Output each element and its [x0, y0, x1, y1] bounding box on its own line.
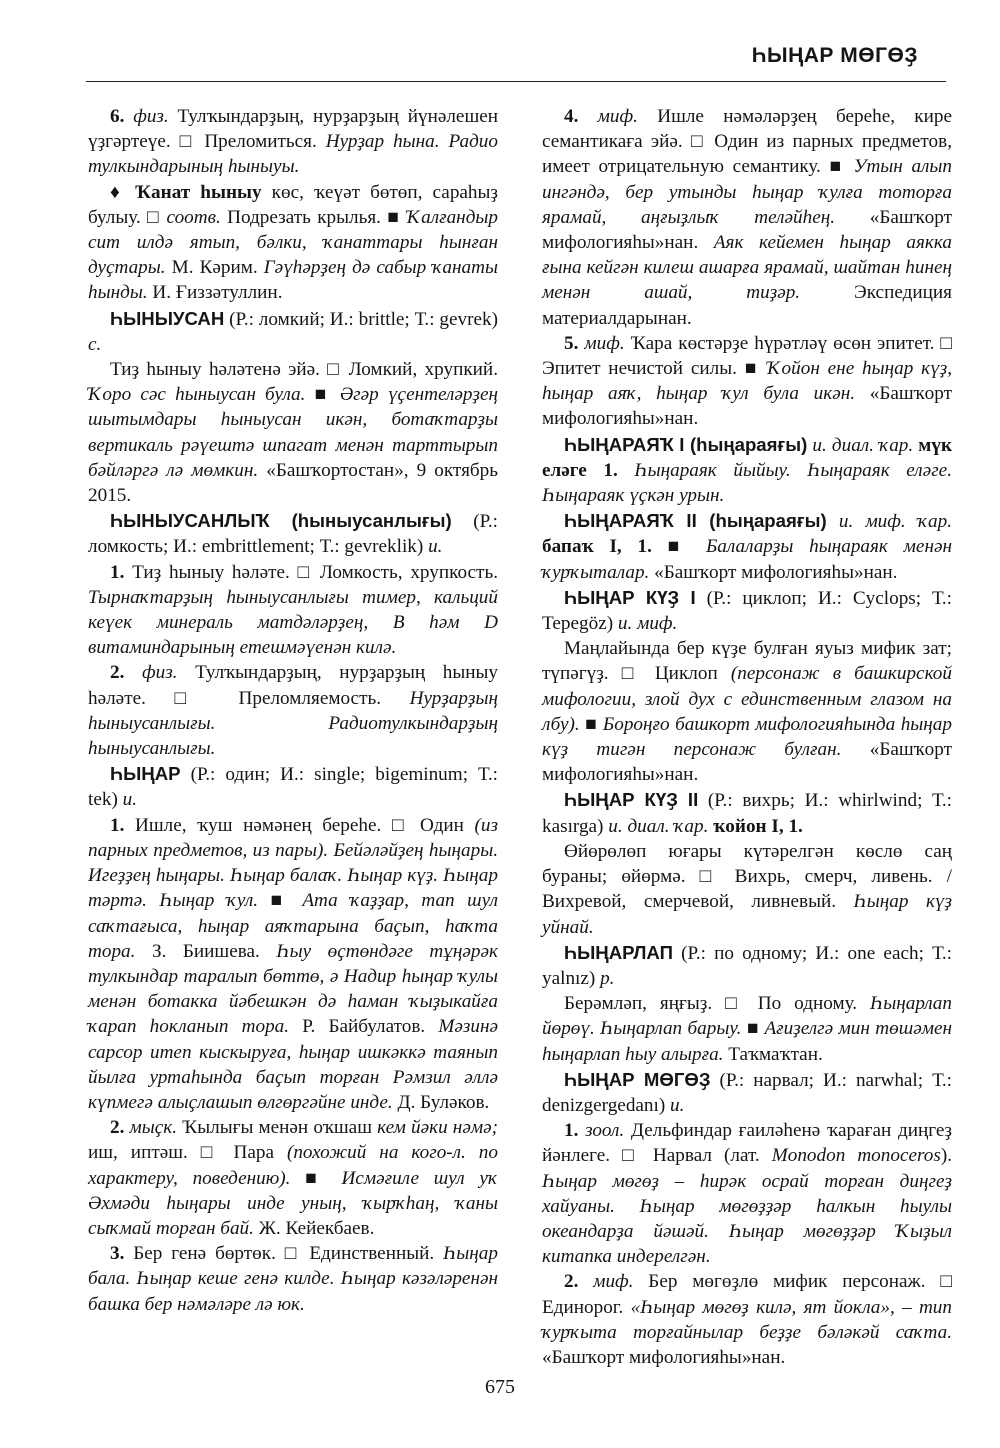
entry-text: и. диал. ҡар. [608, 815, 709, 837]
entry-headword: ҺЫНЫУСАН [110, 307, 225, 329]
entry-text: Ҡылығы менән оҡшаш [177, 1117, 378, 1139]
entry-text: соотв. [166, 206, 221, 228]
entry-text: Әгәр үҫентеләрҙең шытымдары һыныусан икән, ботаҡтарҙы вертикаль рәүештә шпагат менән тарттырып бәйләргә лә мөмкин. [88, 384, 499, 481]
entry-headword: ҺЫҢАРАЯҠ I (һыңараяғы) [564, 433, 808, 455]
entry-headword: ҺЫҢАР [110, 763, 181, 785]
entry-text: кем йәки нәмә; [377, 1117, 498, 1139]
running-head: ҺЫҢАР МӨГӨҘ [751, 44, 918, 67]
entry-text: и. диал. ҡар. [812, 434, 914, 456]
entry-headword: ҺЫҢАРЛАП [564, 941, 673, 963]
entry-paragraph [88, 761, 498, 812]
entry-text: 6. [110, 106, 134, 127]
entry-text: физ. [133, 106, 169, 127]
entry-text: (Р.: нарвал; И.: narwhal; Т.: denizgergedanı) [542, 1069, 952, 1116]
entry-text: Ишле нәмәләрҙең береһе, кире семантикаға эйә. □ Один из парных предметов, имеет отрицательную семантику. ■ [542, 106, 952, 178]
entry-text: 3. [110, 1243, 125, 1265]
entry-paragraph [88, 306, 498, 357]
entry-text: мыҫк. [129, 1117, 178, 1139]
entry-text: Утын алып ингәндә, бер утынды һыңар ҡулға тоторға ярамай, аңғыҙлыҡ теләйһең. [542, 156, 952, 228]
entry-text: Подрезать крылья. ■ [220, 206, 407, 228]
entry-headword: ҺЫҢАР МӨГӨҘ [564, 1068, 711, 1090]
entry-text: М. Кәрим. [165, 257, 264, 279]
entry-paragraph [88, 560, 498, 661]
entry-text: Тиҙ һыныу һәләтенә эйә. □ Ломкий, хрупкий. [110, 359, 498, 381]
entry-text [124, 662, 142, 683]
entry-text: Бороңғо башкорт мифологияһында һыңар күҙ тигән персонаж булған. [542, 713, 952, 761]
entry-text: Ҡалғандыр сит илдә ятып, бәлки, ҡанаттары һынған дуҫтары. [88, 206, 498, 279]
entry-text: р. [600, 967, 615, 989]
entry-headword: ҺЫҢАР КҮҘ II [564, 789, 699, 811]
entry-paragraph [542, 508, 952, 585]
entry-text: Экспедиция материалдарынан. [542, 282, 952, 329]
entry-text: Нурҙарҙың һыныусанлығы. Радиотулкындарҙың һыныусанлығы. [88, 687, 498, 760]
entry-text [578, 1271, 593, 1292]
entry-text: «Башҡорт мифологияһы»нан. [649, 561, 898, 583]
entry-paragraph [88, 104, 498, 180]
entry-text: (Р.: циклоп; И.: Cyclops; Т.: Tepegöz) [542, 587, 952, 635]
entry-text: 2. [564, 1271, 579, 1293]
entry-text: ■ [305, 384, 340, 406]
entry-text: Р. Байбулатов. [289, 1016, 439, 1038]
entry-text: З. Биишева. [135, 940, 277, 962]
entry-text: и. [428, 536, 443, 558]
entry-text: Тырнаҡтарҙың һыныусанлығы тимер, кальций кеүек минераль матдәләрҙең, B һәм D витаминдарының етешмәүенән килә. [88, 586, 498, 659]
entry-text: Һыңараяк йыйыу. Һыңараяк еләге. Һыңараяк үҫкән урын. [542, 459, 952, 507]
entry-text: «Башҡорт мифологияһы»нан. [542, 383, 952, 430]
entry-paragraph [542, 1067, 952, 1118]
entry-text [578, 106, 597, 127]
entry-text: ■ [290, 1167, 342, 1189]
entry-text: зоол. [585, 1120, 625, 1142]
entry-paragraph [88, 660, 498, 761]
entry-text: иш, иптәш. □ Пара [88, 1142, 287, 1164]
entry-paragraph [88, 180, 498, 306]
entry-text: миф. [584, 332, 625, 354]
entry-text: 2. [110, 662, 125, 684]
entry-text: Берәмләп, яңғыҙ. □ По одному. [564, 993, 871, 1015]
left-column [88, 104, 498, 1317]
entry-text: Маңлайында бер күҙе булған яуыз мифик зат; түпәгүҙ. □ Циклоп [542, 638, 952, 685]
entry-text: (Р.: ломкость; И.: embrittlement; Т.: gevreklik) [88, 511, 498, 558]
entry-text: «Башҡорт мифологияһы»нан. [542, 206, 952, 254]
entry-paragraph [542, 991, 952, 1067]
entry-text: (персонаж в башкирской мифологии, злой дух с единственным глазом на лбу). [542, 663, 952, 735]
entry-text: миф. [597, 106, 638, 127]
entry-text: «Башҡорт мифологияһы»нан. [542, 1346, 786, 1368]
entry-text: ■ [741, 1018, 765, 1040]
entry-text: ♦ Ҡанат һыныу [110, 181, 262, 203]
entry-text: Ҡоро сәс һыныусан була. [88, 384, 306, 406]
entry-text: Тулҡындарҙың, нурҙарҙың һыныу һәләте. □ Преломляемость. [88, 662, 499, 709]
entry-text: Бер генә бөртөк. □ Единственный. [124, 1243, 444, 1265]
entry-text: ҡойон I, 1. [713, 815, 803, 837]
entry-text: 1. [110, 814, 125, 836]
entry-text: 2. [110, 1117, 125, 1139]
entry-paragraph [542, 331, 952, 432]
entry-paragraph [88, 813, 498, 1115]
entry-paragraph [88, 1115, 498, 1241]
entry-headword: ҺЫҢАРАЯҠ II (һыңараяғы) [564, 510, 827, 532]
entry-text: Һыңарлап йөрөү. Һыңарлап барыу. [542, 993, 952, 1040]
entry-text: (из парных предметов, из пары). Бейәләйҙең һыңары. Игеҙҙең һыңары. Һыңар балаҡ. Һыңар күҙ. Һыңар тәртә. Һыңар ҡул. [88, 814, 498, 912]
entry-text: «Һыңар мөгөҙ килә, ят йокла», – тип ҡурҡыта торғайнылар беҙҙе бәләкәй саҡта. [542, 1296, 952, 1343]
entry-text [827, 511, 839, 532]
entry-text: (похожий на кого-л. по характеру, поведению). [88, 1142, 498, 1189]
entry-text: мүк еләге 1. [542, 434, 953, 481]
entry-paragraph [542, 1118, 952, 1269]
entry-text: физ. [141, 662, 178, 684]
entry-text: и. [670, 1094, 685, 1116]
entry-text: Тиҙ һыныу һәләте. □ Ломкость, хрупкость. [124, 561, 498, 583]
header-rule [86, 81, 946, 82]
entry-paragraph [542, 839, 952, 940]
entry-paragraph [542, 432, 952, 509]
entry-text: с. [88, 333, 102, 355]
entry-text: Һыңар күҙ уйнай. [542, 891, 952, 938]
entry-paragraph [542, 585, 952, 636]
entry-text: 1. [110, 561, 125, 583]
entry-text: Мәзинә сарсор итеп кыскыруға, һыңар ишкәккә таянып йылға уртаһында баҫып торған Рәмзил әллә күпмегә алыҫлашып өлгөргәйне инде. [88, 1016, 498, 1113]
entry-paragraph [542, 636, 952, 787]
entry-text: 4. [564, 106, 579, 127]
entry-text: Ишле, ҡуш нәмәнең береһе. □ Один [124, 814, 475, 836]
entry-text: Monodon monoceros [771, 1145, 941, 1167]
entry-text: миф. [593, 1271, 634, 1293]
entry-text: ■ [579, 713, 603, 735]
entry-paragraph [542, 104, 952, 331]
entry-text: Һыу өҫтөндәге тұңәрәк тулкындар таралып бөттө, ә Надир һыңар ҡулы менән ботакка йәбешкән дә һаман ҡыҙыкайға ҡарап һокланып тора. [88, 940, 498, 1038]
entry-text: и. миф. ҡар. [838, 511, 952, 533]
entry-text: и. [122, 789, 138, 811]
entry-text: 5. [564, 332, 579, 354]
entry-text: бапаҡ I, 1. [542, 536, 652, 558]
entry-text: «Башҡорт мифологияһы»нан. [542, 739, 952, 786]
page-number: 675 [485, 1376, 515, 1398]
entry-text: И. Ғиззәтуллин. [147, 282, 283, 304]
entry-text: Бер мөгөҙлө мифик персонаж. □ Единорог. [542, 1271, 952, 1318]
entry-paragraph [542, 1269, 952, 1370]
entry-text: Дельфиндар ғаиләһенә ҡараған диңгеҙ йәнлеге. □ Нарвал (лат. [542, 1120, 952, 1167]
entry-text: и. миф. [617, 613, 678, 635]
entry-text: Аяк кейемен һыңар аякка ғына кейгән килеш ашарға ярамай, шайтан һинең менән ашай, тиҙәр. [542, 232, 952, 304]
entry-text: (Р.: по одному; И.: one each; Т.: yalnız) [542, 942, 952, 989]
entry-text: Исмәғиле шул уҡ Әхмәди һыңары инде уның, ҡырҡһаң, ҡаны сыҡмай торған бай. [88, 1167, 498, 1239]
entry-text: ). [940, 1145, 952, 1167]
right-column [542, 104, 952, 1370]
entry-text: (Р.: вихрь; И.: whirlwind; Т.: kasırga) [542, 790, 952, 837]
entry-headword: ҺЫНЫУСАНЛЫҠ (һыныусанлығы) [110, 510, 452, 532]
entry-paragraph [88, 357, 498, 508]
entry-text: Ҡара көстәрҙе һүрәтләү өсөн эпитет. □ Эпитет нечистой силы. ■ [542, 332, 952, 380]
entry-paragraph [88, 1241, 498, 1317]
entry-text: Таҡмаҡтан. [723, 1043, 823, 1065]
entry-text: Һыңар бала. Һыңар кеше генә килде. Һыңар кәзәләренән башка бер нәмәләре лә юк. [88, 1243, 498, 1315]
entry-text: Ағиҙелгә мин төшәмен һыңарлап һыу алырға. [542, 1018, 952, 1065]
entry-text: Д. Буләков. [392, 1091, 490, 1113]
entry-text: Ж. Кейекбаев. [253, 1217, 375, 1239]
entry-paragraph [542, 940, 952, 991]
entry-headword: ҺЫҢАР КҮҘ I [564, 586, 696, 608]
entry-text: (Р.: ломкий; И.: brittle; Т.: gevrek) [224, 308, 498, 330]
entry-text: көс, ҡеүәт бөтөп, сараһыҙ булыу. □ [88, 181, 498, 228]
entry-text: ■ [651, 536, 706, 558]
entry-text: Һыңар мөгөҙ – һирәк осрай торған диңгеҙ хайуаны. Һыңар мөгөҙҙәр һалкын һыулы океандарҙа йәшәй. Һыңар мөгөҙҙәр Ҡыҙыл китапка индерелгән. [542, 1170, 952, 1268]
entry-text: Гәүһәрҙең дә сабыр ҡанаты һынды. [88, 257, 498, 304]
entry-text [618, 460, 635, 481]
entry-text: Балаларҙы һыңараяк менән ҡурҡыталар. [542, 536, 952, 583]
entry-paragraph [542, 787, 952, 838]
entry-text: 1. [564, 1120, 579, 1142]
entry-text: Тулҡындарҙың, нурҙарҙың йүнәлешен үҙгәртеүе. □ Преломиться. [88, 106, 499, 153]
entry-paragraph [88, 508, 498, 559]
entry-text: Ҡойон ене һыңар күҙ, һыңар аяҡ, һыңар ҡул була икән. [542, 358, 952, 405]
entry-text: ■ [258, 890, 303, 912]
entry-text: Өйөрөлөп юғары күтәрелгән көслө саң бураны; өйөрмә. □ Вихрь, смерч, ливень. / Вихревой, смерчевой, ливневый. [542, 840, 952, 913]
entry-text: (Р.: один; И.: single; bigeminum; Т.: tek) [88, 764, 498, 811]
entry-text: Ата ҡаҙҙар, тап шул саҡтағыса, һыңар аяҡтарына баҫып, һаҡта тора. [88, 890, 498, 962]
entry-text: Нурҙар һына. Радио тулкындарының һыныуы. [88, 131, 498, 178]
entry-text: «Башҡортостан», 9 октябрь 2015. [88, 459, 498, 507]
